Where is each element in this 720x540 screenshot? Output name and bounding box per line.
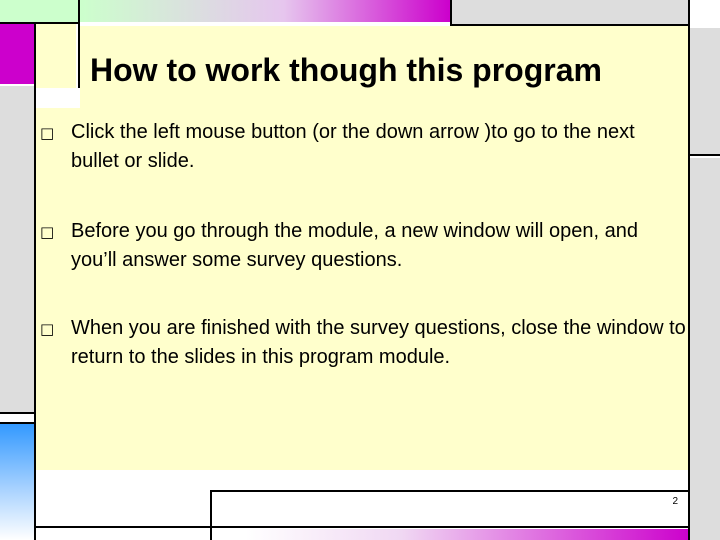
grid-line: [36, 526, 688, 528]
decor-block-bottom-gradient: [246, 529, 690, 540]
decor-block-left-gray: [0, 86, 34, 412]
decor-block-left-magenta: [0, 24, 34, 84]
bullet-text: Click the left mouse button (or the down arrow )to go to the next bullet or slide.: [71, 121, 635, 172]
decor-block-right-gray-lower: [690, 158, 720, 540]
grid-line: [450, 0, 452, 26]
decor-block-right-gray: [690, 28, 720, 156]
grid-line: [0, 22, 80, 24]
decor-block-top-corner: [690, 0, 720, 26]
bullet-item: [40, 314, 686, 374]
checkbox-bullet-icon: □: [40, 124, 55, 142]
grid-line: [0, 412, 34, 414]
grid-line: [78, 0, 80, 88]
grid-line: [0, 422, 34, 424]
bullet-text: Before you go through the module, a new window will open, and you’ll answer some survey questions.: [71, 220, 639, 271]
grid-line: [452, 24, 690, 26]
grid-line: [210, 490, 212, 540]
decor-block-top-left-green: [0, 0, 78, 22]
bullet-text: When you are finished with the survey questions, close the window to return to the slides in this program module.: [71, 317, 686, 368]
bullet-item: [40, 118, 680, 178]
checkbox-bullet-icon: □: [40, 320, 55, 338]
decor-block-left-blue: [0, 424, 34, 540]
page-number: 2: [672, 496, 678, 507]
grid-line: [34, 22, 36, 540]
decor-block-top-right-gray: [452, 0, 688, 26]
bullet-item: [40, 217, 680, 277]
slide-title: How to work though this program: [90, 52, 602, 88]
decor-block-top-gradient: [80, 0, 450, 22]
checkbox-bullet-icon: □: [40, 223, 55, 241]
decor-block-title-left-yellow: [36, 22, 76, 88]
grid-line: [690, 154, 720, 156]
grid-line: [210, 490, 688, 492]
